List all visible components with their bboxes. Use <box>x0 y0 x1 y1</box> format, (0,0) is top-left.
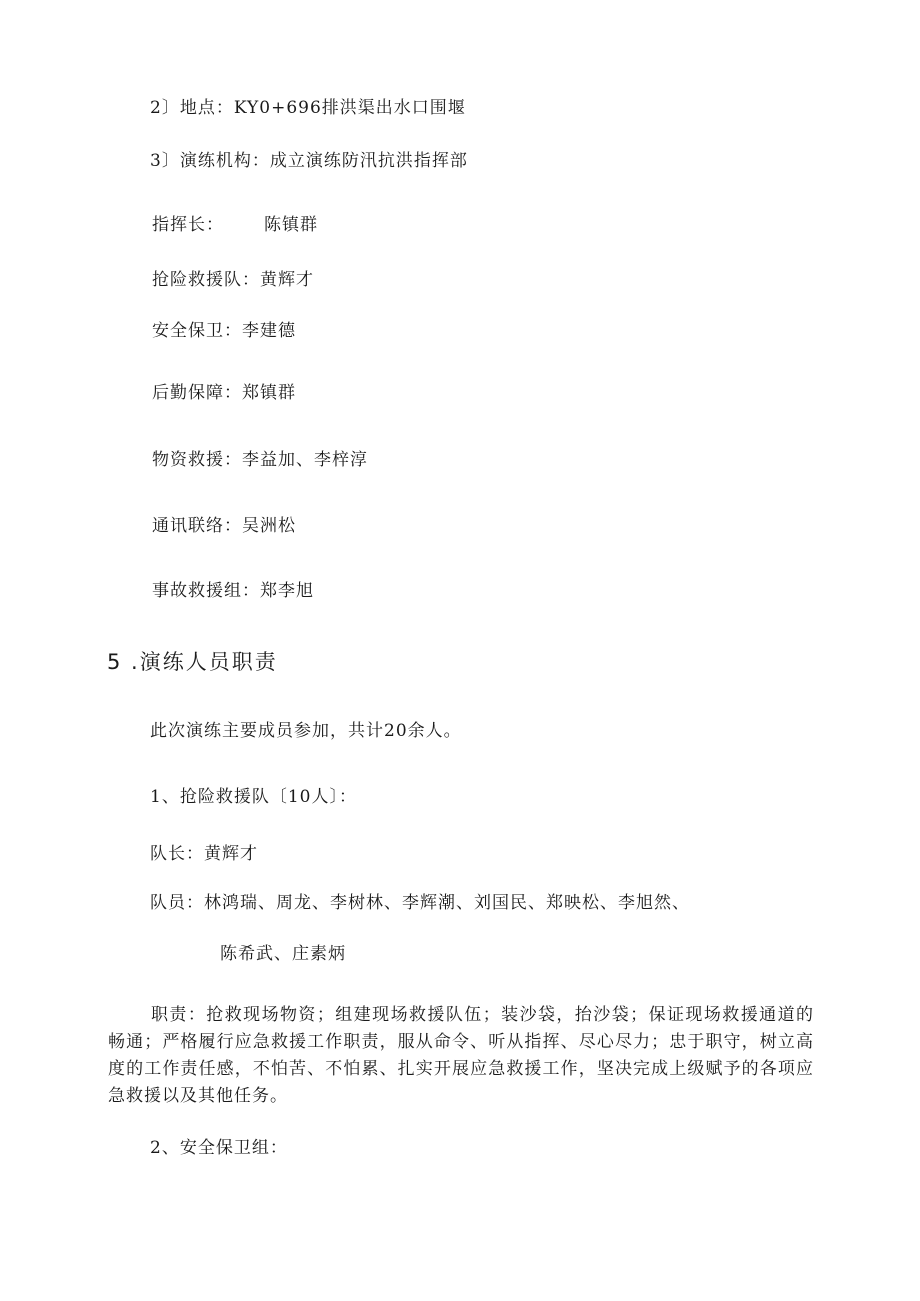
team2-title: 2、安全保卫组： <box>150 1138 288 1158</box>
rescue-team-line: 抢险救援队：黄辉才 <box>152 270 314 290</box>
team1-duties: 职责：抢救现场物资；组建现场救援队伍；装沙袋，抬沙袋；保证现场救援通道的畅通；严格履行应急救援工作职责，服从命令、听从指挥、尽心尽力；忠于职守，树立高度的工作责任感，不怕苦、不怕累、扎实开展应急救援工作，坚决完成上级赋予的各项应急救援以及其他任务。 <box>108 1005 814 1106</box>
location-line: 2〕地点：KY0+696排洪渠出水口围堰 <box>150 98 466 118</box>
communications-line: 通讯联络：吴洲松 <box>152 516 296 536</box>
team1-members-continued: 陈希武、庄素炳 <box>220 944 346 964</box>
team1-members: 队员：林鸿瑞、周龙、李树林、李辉潮、刘国民、郑映松、李旭然、 <box>150 893 690 913</box>
section-intro: 此次演练主要成员参加，共计20余人。 <box>150 721 462 741</box>
accident-rescue-line: 事故救援组：郑李旭 <box>152 581 314 601</box>
team1-title: 1、抢险救援队〔10人〕： <box>150 787 357 807</box>
organization-line: 3〕演练机构：成立演练防汛抗洪指挥部 <box>150 151 468 171</box>
security-line: 安全保卫：李建德 <box>152 321 296 341</box>
logistics-line: 后勤保障：郑镇群 <box>152 383 296 403</box>
commander-label: 指挥长： <box>152 215 224 235</box>
team1-leader: 队长：黄辉才 <box>150 844 258 864</box>
section-heading: 5 .演练人员职责 <box>107 650 278 674</box>
commander-name: 陈镇群 <box>264 215 318 235</box>
supplies-line: 物资救援：李益加、李梓淳 <box>152 450 368 470</box>
